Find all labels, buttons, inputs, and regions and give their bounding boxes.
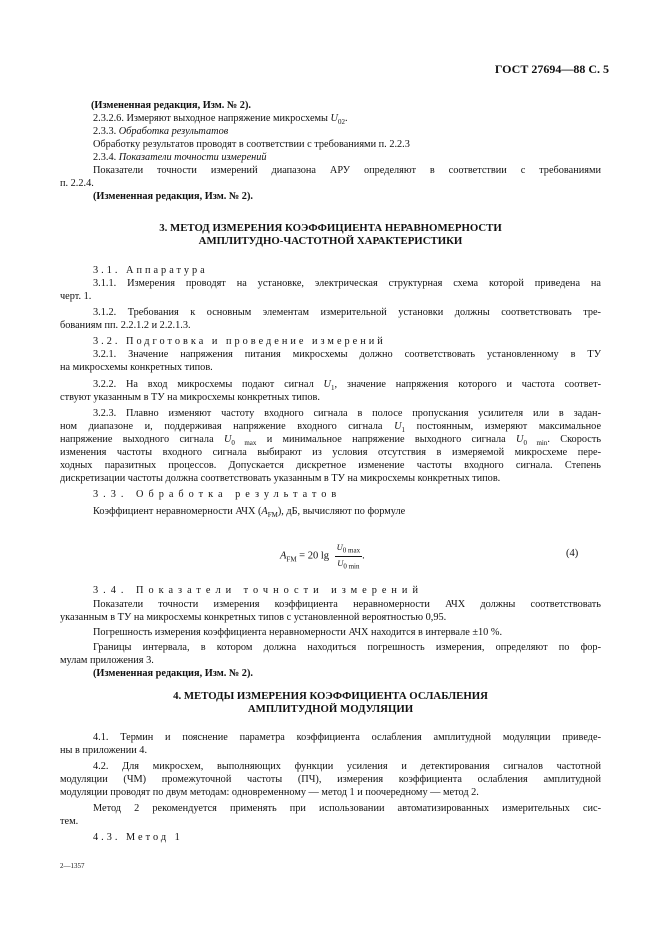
text-line: 4.2. Для микросхем, выполняющих функции усиления и детектирования сигналов частотной bbox=[93, 761, 601, 772]
revision-note: (Измененная редакция, Изм. № 2). bbox=[93, 668, 253, 679]
text-line: 3.1.1. Измерения проводят на установке, электрическая структурная схема которой приведена на bbox=[93, 278, 601, 289]
subsection-heading: 4.3. Метод 1 bbox=[93, 832, 183, 843]
page-footer: 2—1357 bbox=[60, 862, 85, 870]
text-line: Погрешность измерения коэффициента неравномерности АЧХ находится в интервале ±10 %. bbox=[93, 627, 503, 638]
section-3-title: 3. МЕТОД ИЗМЕРЕНИЯ КОЭФФИЦИЕНТА НЕРАВНОМЕРНОСТИ bbox=[159, 222, 502, 234]
section-3-title-2: АМПЛИТУДНО-ЧАСТОТНОЙ ХАРАКТЕРИСТИКИ bbox=[198, 235, 463, 247]
text-line: модуляции проводят по двум методам: одновременному — метод 1 и поочередному — метод 2. bbox=[60, 787, 479, 798]
text-line: 2.3.2.6. Измеряют выходное напряжение микросхемы $U_{02}$. bbox=[93, 113, 348, 127]
subsection-heading: 3.2. Подготовка и проведение измерений bbox=[93, 336, 386, 347]
section-4-title-2: АМПЛИТУДНОЙ МОДУЛЯЦИИ bbox=[247, 703, 414, 715]
text-line: Границы интервала, в котором должна находиться погрешность измерения, определяют по фор- bbox=[93, 642, 601, 653]
subsection-heading: 3.3. Обработка результатов bbox=[93, 489, 342, 500]
text-line: 4.1. Термин и пояснение параметра коэффициента ослабления амплитудной модуляции приведе- bbox=[93, 732, 601, 743]
text-line: Коэффициент неравномерности АЧХ $(A_{FM})$, дБ, вычисляют по формуле bbox=[93, 506, 406, 520]
text-line: п. 2.2.4. bbox=[60, 178, 94, 189]
text-line: ствуют указанным в ТУ на микросхемы конкретных типов. bbox=[60, 392, 320, 403]
text-line: напряжение выходного сигнала $U_{0 max}$ и минимальное напряжение выходного сигнала $U_{0 min}$. Скорость bbox=[60, 434, 602, 448]
text-line: изменения частоты входного сигнала выбирают из условия отсутствия в измеряемой микросхеме пере- bbox=[60, 447, 601, 458]
text-line: ходных паразитных процессов. Допускается дискретное изменение частоты входного сигнала. Степень bbox=[60, 460, 601, 471]
text-line: Метод 2 рекомендуется применять при использовании автоматизированных измерительных сис- bbox=[93, 803, 601, 814]
subsection-heading: 3.4. Показатели точности измерений bbox=[93, 585, 423, 596]
formula-4: $A_{FM} = 20$ lg $\frac{U_{0 max}}{U_{0 min}}$ . bbox=[280, 542, 365, 571]
text-line: Показатели точности измерений диапазона АРУ определяют в соответствии с требованиями bbox=[93, 165, 601, 176]
formula-fraction: $\frac{U_{0 max}}{U_{0 min}}$ bbox=[336, 542, 361, 571]
text-line: ном диапазоне и, поддерживая напряжение входного сигнала $U_1$ постоянным, измеряют максимальное bbox=[60, 421, 602, 435]
text-line: тем. bbox=[60, 816, 79, 827]
subheading-line: 2.3.3. Обработка результатов bbox=[93, 126, 229, 137]
text-line: бованиям пп. 2.2.1.2 и 2.2.1.3. bbox=[60, 320, 191, 331]
revision-note: (Измененная редакция, Изм. № 2). bbox=[93, 191, 253, 202]
text-line: модуляции (ЧМ) промежуточной частоты (ПЧ), измерения коэффициента ослабления амплитудной bbox=[60, 774, 601, 785]
text-line: на микросхемы конкретных типов. bbox=[60, 362, 213, 373]
text-line: 3.2.2. На вход микросхемы подают сигнал $U_1$, значение напряжения которого и частота соответ- bbox=[93, 379, 602, 393]
page-header: ГОСТ 27694—88 С. 5 bbox=[494, 62, 609, 76]
text-line: 3.2.1. Значение напряжения питания микросхемы должно соответствовать установленному в ТУ bbox=[93, 349, 601, 360]
text-line: Обработку результатов проводят в соответствии с требованиями п. 2.2.3 bbox=[93, 139, 410, 150]
text-line: дискретизации частоты должна соответствовать указанным в ТУ на микросхемы конкретных типов. bbox=[60, 473, 501, 484]
subsection-heading: 3.1. Аппаратура bbox=[93, 265, 208, 276]
text-line: ны в приложении 4. bbox=[60, 745, 148, 756]
text-line: черт. 1. bbox=[60, 291, 92, 302]
text-line: 3.1.2. Требования к основным элементам измерительной установки должны соответствовать тре- bbox=[93, 307, 601, 318]
text-line: указанным в ТУ на микросхемы конкретных типов с установленной вероятностью 0,95. bbox=[60, 612, 447, 623]
text-line: 3.2.3. Плавно изменяют частоту входного сигнала в полосе пропускания усилителя или в задан- bbox=[93, 408, 601, 419]
subheading-line: 2.3.4. Показатели точности измерений bbox=[93, 152, 267, 163]
text-line: Показатели точности измерения коэффициента неравномерности АЧХ должны соответствовать bbox=[93, 599, 601, 610]
equation-number: (4) bbox=[566, 548, 579, 559]
revision-note: (Измененная редакция, Изм. № 2). bbox=[91, 100, 251, 111]
text-line: мулам приложения 3. bbox=[60, 655, 154, 666]
section-4-title: 4. МЕТОДЫ ИЗМЕРЕНИЯ КОЭФФИЦИЕНТА ОСЛАБЛЕНИЯ bbox=[173, 690, 488, 702]
